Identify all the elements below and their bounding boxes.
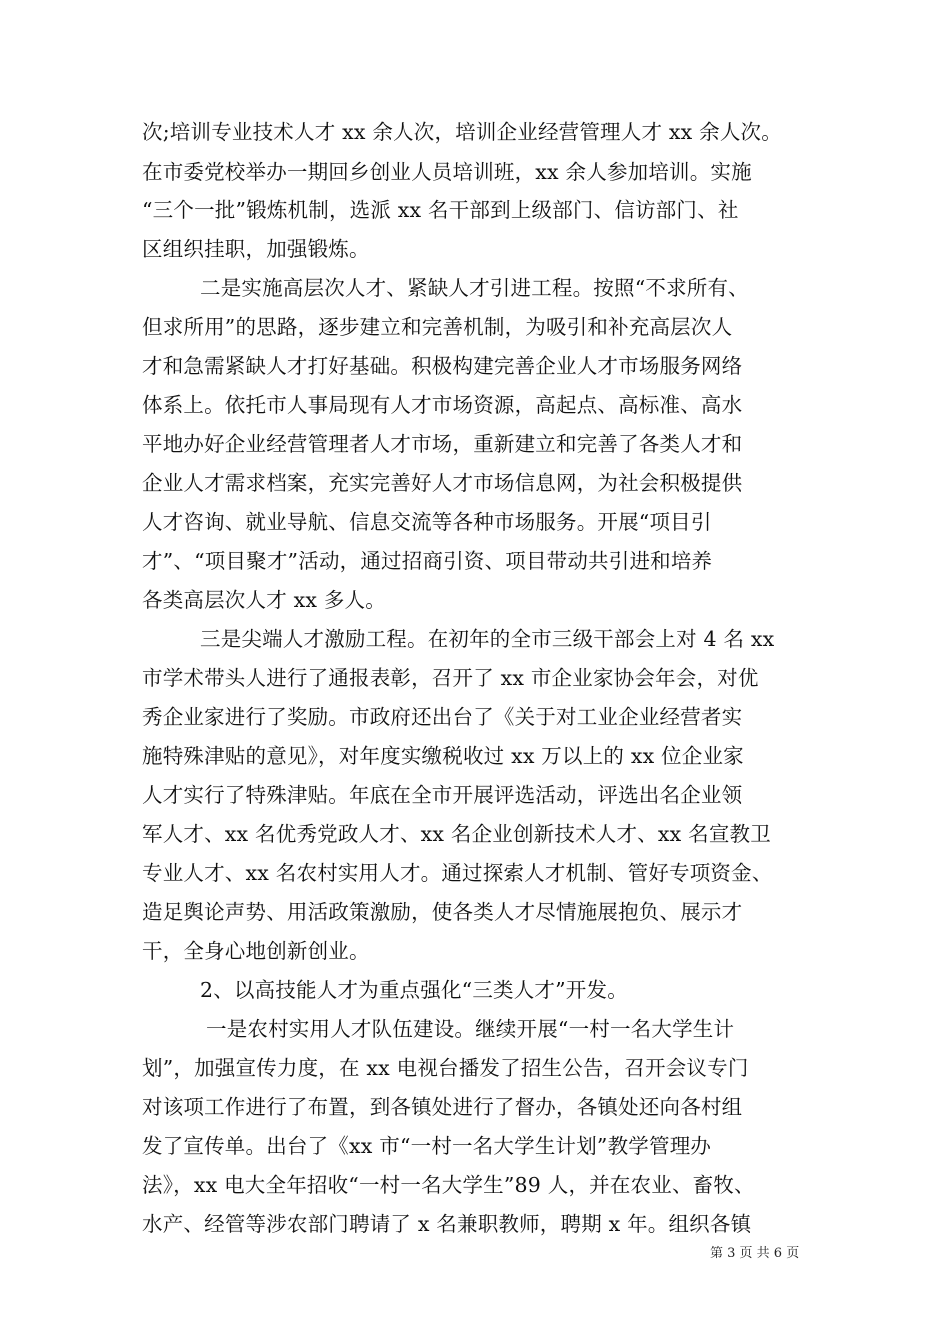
paragraph-start-line: 二是实施高层次人才、紧缺人才引进工程。按照“不求所有、 bbox=[200, 276, 749, 300]
body-text-line: 企业人才需求档案，充实完善好人才市场信息网，为社会积极提供 bbox=[142, 471, 743, 495]
body-text-line: 造足舆论声势、用活政策激励，使各类人才尽情施展抱负、展示才 bbox=[142, 900, 743, 924]
body-text-line: 施特殊津贴的意见》，对年度实缴税收过 xx 万以上的 xx 位企业家 bbox=[142, 744, 744, 768]
section-heading: 2、以高技能人才为重点强化“三类人才”开发。 bbox=[200, 978, 628, 1002]
body-text-line: 但求所用”的思路，逐步建立和完善机制，为吸引和补充高层次人 bbox=[142, 315, 733, 339]
body-text-line: 人才咨询、就业导航、信息交流等各种市场服务。开展“项目引 bbox=[142, 510, 712, 534]
body-text-line: 人才实行了特殊津贴。年底在全市开展评选活动，评选出名企业领 bbox=[142, 783, 743, 807]
body-text-line: 法》，xx 电大全年招收“一村一名大学生”89 人，并在农业、畜牧、 bbox=[142, 1173, 755, 1197]
body-text-line: 秀企业家进行了奖励。市政府还出台了《关于对工业企业经营者实 bbox=[142, 705, 743, 729]
body-text-line: 对该项工作进行了布置，到各镇处进行了督办，各镇处还向各村组 bbox=[142, 1095, 743, 1119]
body-text-line: 市学术带头人进行了通报表彰，召开了 xx 市企业家协会年会，对优 bbox=[142, 666, 759, 690]
body-text-line: 划”，加强宣传力度，在 xx 电视台播发了招生公告，召开会议专门 bbox=[142, 1056, 749, 1080]
body-text-line: 才和急需紧缺人才打好基础。积极构建完善企业人才市场服务网络 bbox=[142, 354, 743, 378]
body-text-line: 专业人才、xx 名农村实用人才。通过探索人才机制、管好专项资金、 bbox=[142, 861, 773, 885]
body-text-line: 军人才、xx 名优秀党政人才、xx 名企业创新技术人才、xx 名宣教卫 bbox=[142, 822, 771, 846]
paragraph-start-line: 三是尖端人才激励工程。在初年的全市三级干部会上对 4 名 xx bbox=[200, 627, 775, 651]
paragraph-start-line: 一是农村实用人才队伍建设。继续开展“一村一名大学生计 bbox=[206, 1017, 735, 1041]
body-text-line: 各类高层次人才 xx 多人。 bbox=[142, 588, 386, 612]
body-text-line: 次;培训专业技术人才 xx 余人次，培训企业经营管理人才 xx 余人次。 bbox=[142, 120, 782, 144]
page-number-footer: 第 3 页 共 6 页 bbox=[710, 1246, 800, 1261]
body-text-line: 平地办好企业经营管理者人才市场，重新建立和完善了各类人才和 bbox=[142, 432, 743, 456]
body-text-line: 水产、经管等涉农部门聘请了 x 名兼职教师，聘期 x 年。组织各镇 bbox=[142, 1212, 752, 1236]
body-text-line: 才”、“项目聚才”活动，通过招商引资、项目带动共引进和培养 bbox=[142, 549, 713, 573]
body-text-line: “三个一批”锻炼机制，选派 xx 名干部到上级部门、信访部门、社 bbox=[142, 198, 739, 222]
body-text-line: 区组织挂职，加强锻炼。 bbox=[142, 237, 370, 261]
body-text-line: 干，全身心地创新创业。 bbox=[142, 939, 370, 963]
body-text-line: 发了宣传单。出台了《xx 市“一村一名大学生计划”教学管理办 bbox=[142, 1134, 712, 1158]
body-text-line: 在市委党校举办一期回乡创业人员培训班，xx 余人参加培训。实施 bbox=[142, 160, 752, 184]
body-text-line: 体系上。依托市人事局现有人才市场资源，高起点、高标准、高水 bbox=[142, 393, 743, 417]
